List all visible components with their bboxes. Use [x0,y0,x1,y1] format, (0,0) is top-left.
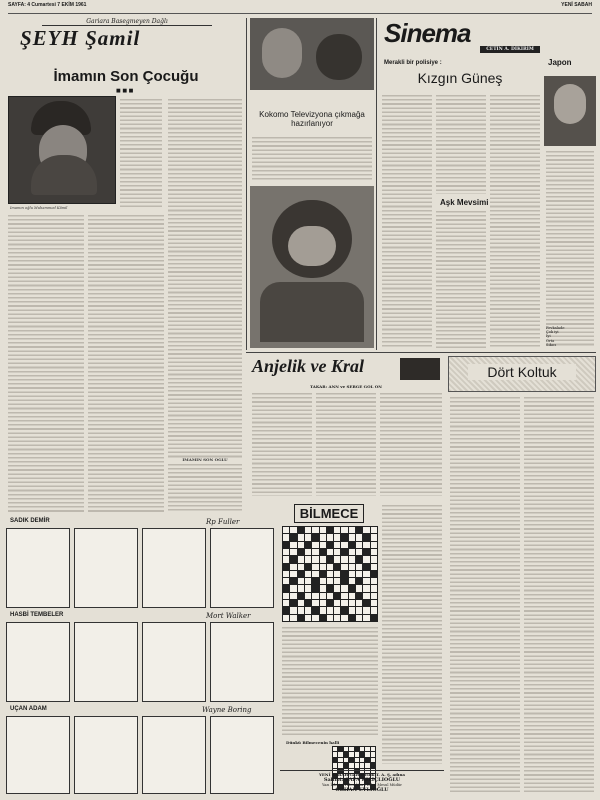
sidebar-label: Japon [548,58,572,67]
dort-koltuk-section [448,356,596,796]
angelik-body-col-1 [252,392,312,496]
comic-title-2: HASBİ TEMBELER [10,612,64,618]
sinema-headline: Kızgın Güneş [417,70,503,86]
serial-headline-dots: ■ ■ ■ [116,88,134,94]
angelik-continued [382,504,442,764]
comic-panel [74,622,138,702]
kokomo-chimp-photo [250,186,374,348]
rating-label: Orta [546,338,555,343]
sinema-author: CETİN A. DİKİRİM [480,46,540,53]
bilmece-solved-label: Dünkü Bilmecenin halli [286,740,340,745]
sinema-body-col-4 [490,94,540,348]
dort-koltuk-col-1 [450,396,520,794]
column-divider [246,18,247,350]
angelik-body-col-2 [316,392,376,496]
comic-panel [210,622,274,702]
serial-body-col-3 [120,98,162,208]
comic-artist-2: Mort Walker [206,612,251,620]
kokomo-section [250,18,374,350]
angelik-body-col-3 [380,392,442,496]
footer-imprint [280,770,444,798]
sidebar-body [546,150,594,348]
dort-koltuk-title: Dört Koltuk [468,364,576,380]
page-header [8,2,592,14]
column-divider-2 [376,18,377,350]
footer-line-2: Sahibi: SAFA KILIÇLIOĞLU [323,777,401,783]
sinema-body-col-2 [436,94,486,194]
rating-label: Fevkalade [546,326,565,330]
serial-headline: İmamın Son Çocuğu [53,68,199,85]
sinema-subhead: Aşk Mevsimi [440,198,489,207]
angelik-meta: TAKAR: ANN ve SERGE GOL ON [310,384,382,389]
angelik-emblem [400,358,440,380]
bilmece-clues [282,626,378,736]
sinema-section [380,18,540,350]
comic-panel [6,716,70,794]
comic-strips [6,518,276,796]
angelik-section [250,356,444,498]
header-right: YENİ SABAH [561,2,592,8]
comic-title-1: SADIK DEMİR [10,518,50,524]
right-sidebar [544,18,596,350]
comic-strip-2 [6,612,276,704]
comic-panel [74,716,138,794]
comic-panel [6,528,70,608]
serial-body-col-2 [88,214,164,512]
footer-line-1: YENİ SABAH Gazetecilik T. A. Ş. adına [319,772,405,777]
comic-panel [142,622,206,702]
comic-panel [74,528,138,608]
horizontal-rule [246,352,596,353]
serial-kicker: Gariara Basegmeyen Dağlı [42,18,212,26]
rating-label: Sıkıcı [546,342,557,347]
sinema-body-col-3 [436,210,486,348]
dort-koltuk-col-2 [524,396,594,794]
comic-artist-3: Wayne Boring [202,706,252,714]
header-left: SAYFA: 4 Cumartesi 7 EKİM 1961 [8,2,87,8]
sinema-body-col-1 [382,94,432,348]
comic-strip-3 [6,706,276,796]
serial-title: ŞEYH Şamil [20,26,141,50]
comic-panel [6,622,70,702]
crossword-grid [282,526,378,622]
bilmece-title: BİLMECE [294,504,364,523]
bilmece-section [280,504,444,796]
sinema-kicker: Merakli bir polisiye : [384,60,442,66]
sidebar-actress-photo [544,76,596,146]
comic-title-3: UÇAN ADAM [10,706,47,712]
serial-body-col-4 [168,98,242,512]
sinema-rating-legend [546,326,596,347]
comic-panel [142,716,206,794]
comic-strip-1 [6,518,276,610]
serial-section [6,18,244,516]
serial-photo-caption: İmamın oğlu Muhammed Kâmil [10,206,68,210]
comic-panel [210,528,274,608]
serial-byline: İMAMIN SON OĞLU [168,458,242,462]
comic-artist-1: Rp Fuller [206,518,240,526]
footer-line-4: ORHAN EVLİOĞLU [335,787,389,793]
rating-label: İyi [546,334,551,339]
kokomo-body [252,136,372,182]
comic-panel [210,716,274,794]
sinema-title: Sinema [384,18,471,48]
kokomo-headline: Kokomo Televizyona çıkmağa hazırlanıyor [259,110,365,128]
comic-panel [142,528,206,608]
serial-portrait-photo [8,96,116,204]
footer-line-3: Yazı İşlerini Fiilen İdare Eden Mesul Müdür [322,783,402,787]
angelik-title: Anjelik ve Kral [252,356,364,376]
rating-label: Çok iyi [546,330,559,335]
serial-body-col-1 [8,214,84,512]
kokomo-photo-top [250,18,374,90]
